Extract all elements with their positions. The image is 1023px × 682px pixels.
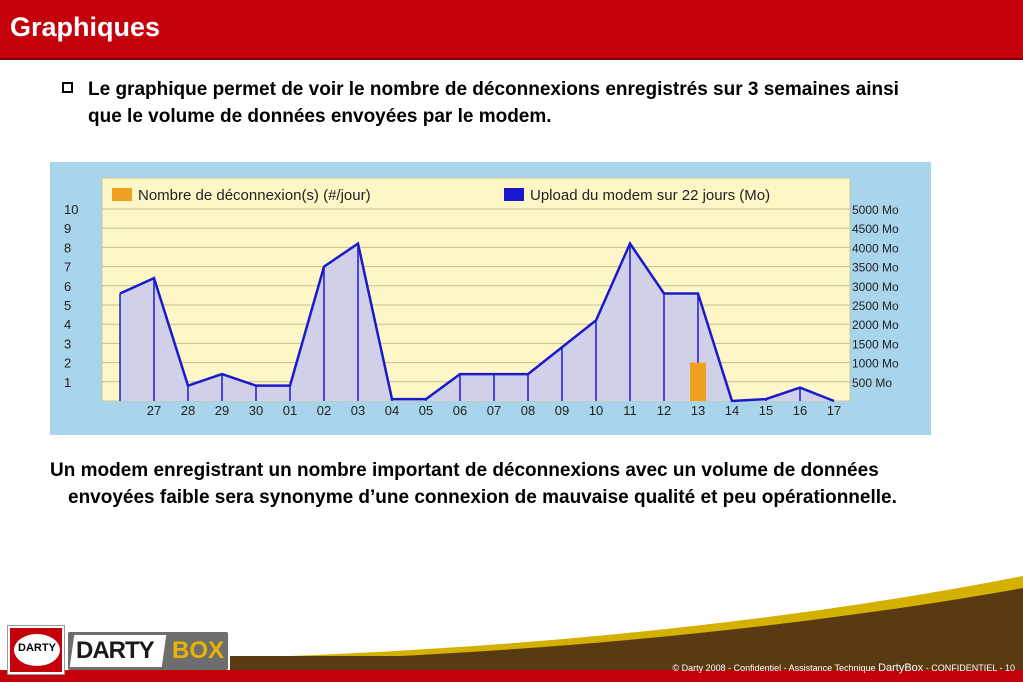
right-axis [852,203,899,390]
conclusion-paragraph [50,457,950,511]
right-tick-label: 1500 Mo [852,337,899,352]
intro-bullet [62,76,922,130]
x-tick-label: 07 [486,403,502,418]
right-tick-label: 3000 Mo [852,279,899,294]
deconnexion-bar [690,363,706,401]
left-axis [64,202,78,390]
dartybox-logo-darty: DARTY [76,637,154,664]
x-tick-label: 30 [248,403,264,418]
page-title: Graphiques [10,12,161,42]
left-tick-label: 10 [64,202,79,217]
x-tick-label: 08 [520,403,536,418]
right-tick-label: 500 Mo [852,375,893,390]
legend-swatch-upload [504,188,524,201]
left-tick-label: 7 [64,259,72,275]
deconnexion-bars [690,363,706,401]
title-bar [0,0,1023,60]
legend-swatch-deconnexion [112,188,132,201]
legend-label-upload: Upload du modem sur 22 jours (Mo) [530,187,771,204]
x-tick-label: 01 [282,403,298,418]
left-tick-label: 6 [64,278,72,294]
plot-area [102,178,850,401]
left-tick-label: 9 [64,221,72,237]
left-tick-label: 5 [64,298,72,313]
intro-text: Le graphique permet de voir le nombre de déconnexions enregistrés sur 3 semaines ainsi que le volume de données envoyées par le modem. [88,79,899,127]
x-tick-label: 17 [826,403,842,418]
darty-logo [8,626,64,674]
x-tick-label: 29 [214,403,230,418]
right-tick-label: 4500 Mo [852,222,899,237]
left-tick-label: 3 [64,336,72,352]
right-tick-label: 1000 Mo [852,356,899,371]
right-tick-label: 3500 Mo [852,260,899,275]
checkbox-bullet-icon [62,82,73,93]
x-tick-label: 09 [554,403,570,418]
copyright-notice [672,662,1015,674]
dartybox-logo [68,632,228,670]
copyright-right: - CONFIDENTIEL - 10 [923,663,1015,673]
chart-svg [50,162,931,435]
x-tick-label: 03 [350,403,366,418]
x-tick-label: 02 [316,403,332,418]
x-tick-label: 13 [690,403,706,418]
copyright-brand: DartyBox [878,662,924,674]
right-tick-label: 2000 Mo [852,318,899,333]
x-tick-label: 06 [452,403,468,418]
x-tick-label: 04 [384,403,400,418]
left-tick-label: 4 [64,317,72,333]
x-axis [147,403,841,418]
left-tick-label: 1 [64,374,72,390]
x-tick-label: 16 [792,403,808,418]
x-tick-label: 28 [180,403,196,418]
x-tick-label: 05 [418,403,434,418]
conclusion-text: Un modem enregistrant un nombre important de déconnexions avec un volume de données envoyées faible sera synonyme d’une connexion de mauvaise qualité et peu opérationnelle. [50,460,897,508]
x-tick-label: 14 [724,403,740,418]
x-tick-label: 10 [588,403,604,418]
chart [50,162,931,435]
right-tick-label: 2500 Mo [852,299,899,313]
right-tick-label: 5000 Mo [852,203,899,217]
x-tick-label: 27 [146,403,162,418]
legend-label-deconnexion: Nombre de déconnexion(s) (#/jour) [138,187,371,204]
x-tick-label: 11 [623,403,637,418]
left-tick-label: 2 [64,355,72,371]
darty-logo-text: DARTY [18,642,56,654]
dartybox-logo-box: BOX [172,637,225,664]
x-tick-label: 15 [758,403,774,418]
copyright-left: © Darty 2008 - Confidentiel - Assistance Technique [672,663,879,673]
x-tick-label: 12 [656,403,672,418]
left-tick-label: 8 [64,240,72,256]
right-tick-label: 4000 Mo [852,241,899,256]
